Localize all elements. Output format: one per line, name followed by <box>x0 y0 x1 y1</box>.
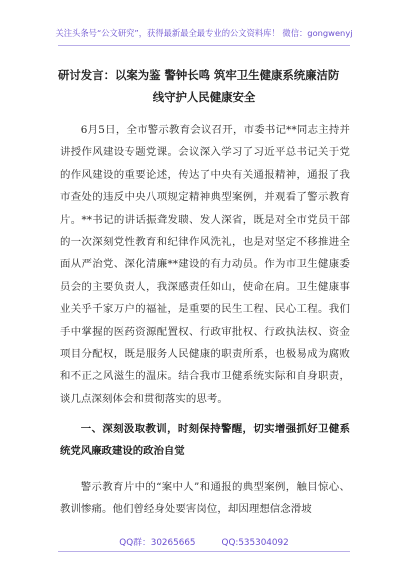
footer-contact <box>0 535 408 548</box>
body-paragraph: 6月5日，全市警示教育会议召开，市委书记**同志主持并讲授作风建设专题党课。会议深入学习了习近平总书记关于党的作风建设的重要论述，传达了中央有关通报精神，通报了我市查处的违反中央八项规定精神典型案例，并观看了警示教育片。**书记的讲话振聋发聩、发人深省，既是对全市党员干部的一次深刻党性教育和纪律作风洗礼，也是对坚定不移推进全面从严治党、深化清廉**建设的有力动员。作为市卫生健康委员会的主要负责人，我深感责任如山，使命在肩。卫生健康事业关乎千家万户的福祉，是重要的民生工程、民心工程。我们手中掌握的医药资源配置权、行政审批权、行政执法权、资金项目分配权，既是服务人民健康的职责所系，也极易成为腐败和不正之风滋生的温床。结合我市卫健系统实际和自身职责，谈几点深刻体会和贯彻落实的思考。 <box>60 124 350 405</box>
document-title-line1: 研讨发言：以案为鉴 警钟长鸣 筑牢卫生健康系统廉洁防 <box>58 68 340 82</box>
footer-qq: QQ:535304092 <box>221 538 289 548</box>
section-heading: 一、深刻汲取教训，时刻保持警醒，切实增强抓好卫健系统党风廉政建设的政治自觉 <box>60 423 350 457</box>
document-title-line2: 线守护人民健康安全 <box>152 90 256 104</box>
footer-divider <box>58 551 350 552</box>
header-banner: 关注头条号“公文研究”，获得最新最全最专业的公文资料库！ 微信：gongwenyj <box>55 28 353 38</box>
body-paragraph-2-block <box>60 476 350 520</box>
body-paragraph-1-block <box>60 119 350 410</box>
header-divider <box>58 45 350 46</box>
body-paragraph: 警示教育片中的“案中人”和通报的典型案例，触目惊心、教训惨痛。他们曾经身处要害岗位，却因理想信念滑坡 <box>60 481 350 516</box>
footer-qq-group: QQ群：30265665 <box>119 538 196 548</box>
document-title <box>58 64 350 108</box>
